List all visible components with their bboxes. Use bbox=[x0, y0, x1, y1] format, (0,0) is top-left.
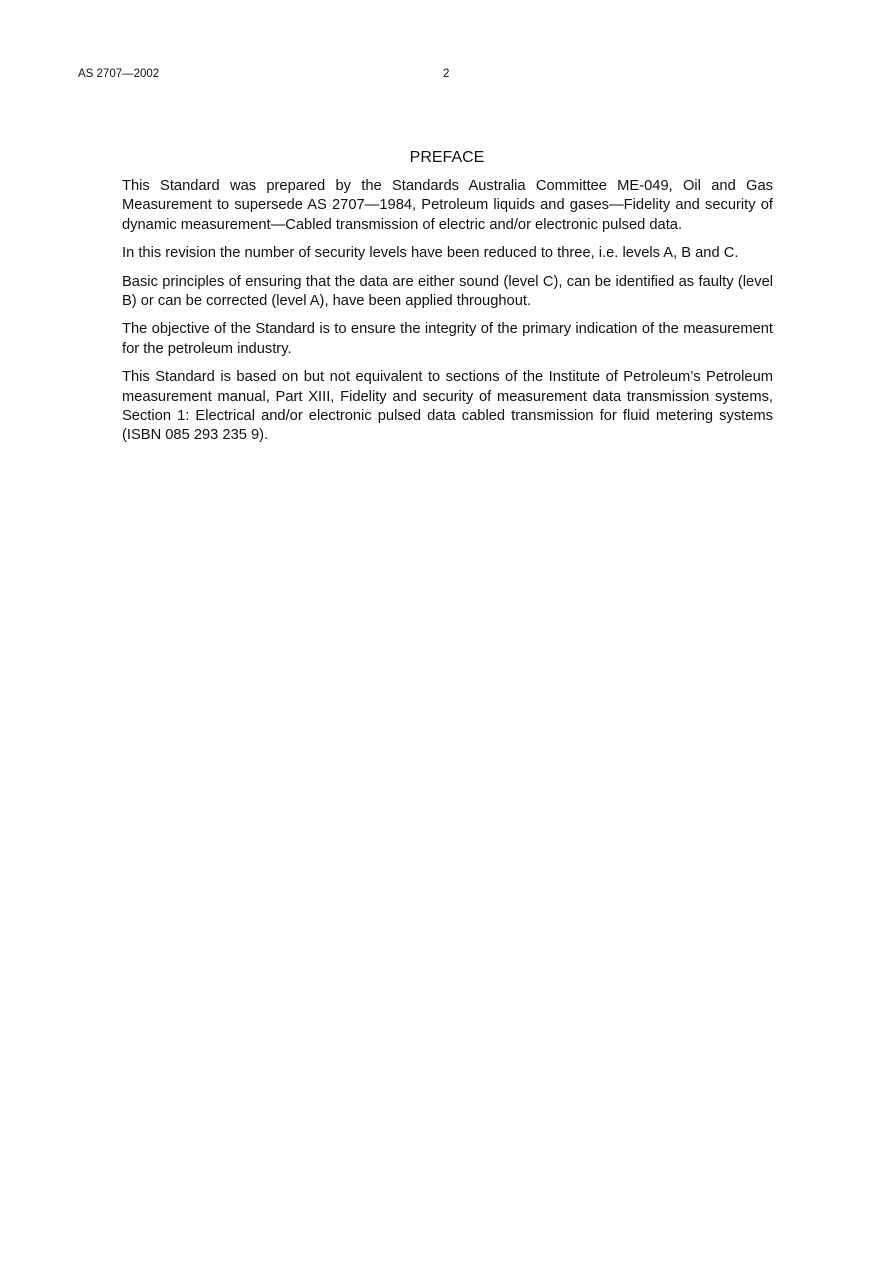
preface-paragraph-1: This Standard was prepared by the Standards Australia Committee ME-049, Oil and Gas Measurement to supersede AS 2707—1984, Petroleum liquids and gases—Fidelity and security of dynamic measurement—Cabled transmission of electric and/or electronic pulsed data. bbox=[122, 178, 773, 233]
running-header bbox=[78, 66, 818, 82]
preface-paragraph-5: This Standard is based on but not equivalent to sections of the Institute of Petroleum’s Petroleum measurement manual, Part XIII, Fidelity and security of measurement data transmission systems, Section 1: Electrical and/or electronic pulsed data cabled transmission for fluid metering systems (ISBN 085 293 235 9). bbox=[122, 369, 773, 444]
preface-paragraph-3: Basic principles of ensuring that the data are either sound (level C), can be identified as faulty (level B) or can be corrected (level A), have been applied throughout. bbox=[122, 273, 773, 310]
preface-title: PREFACE bbox=[409, 149, 485, 166]
header-standard-number: AS 2707—2002 bbox=[78, 68, 160, 80]
preface-paragraph-4: The objective of the Standard is to ensure the integrity of the primary indication of the measurement for the petroleum industry. bbox=[122, 321, 773, 357]
header-page-number: 2 bbox=[443, 68, 450, 80]
preface-body bbox=[122, 177, 773, 455]
preface-paragraph-2: In this revision the number of security levels have been reduced to three, i.e. levels A, B and C. bbox=[122, 245, 739, 262]
